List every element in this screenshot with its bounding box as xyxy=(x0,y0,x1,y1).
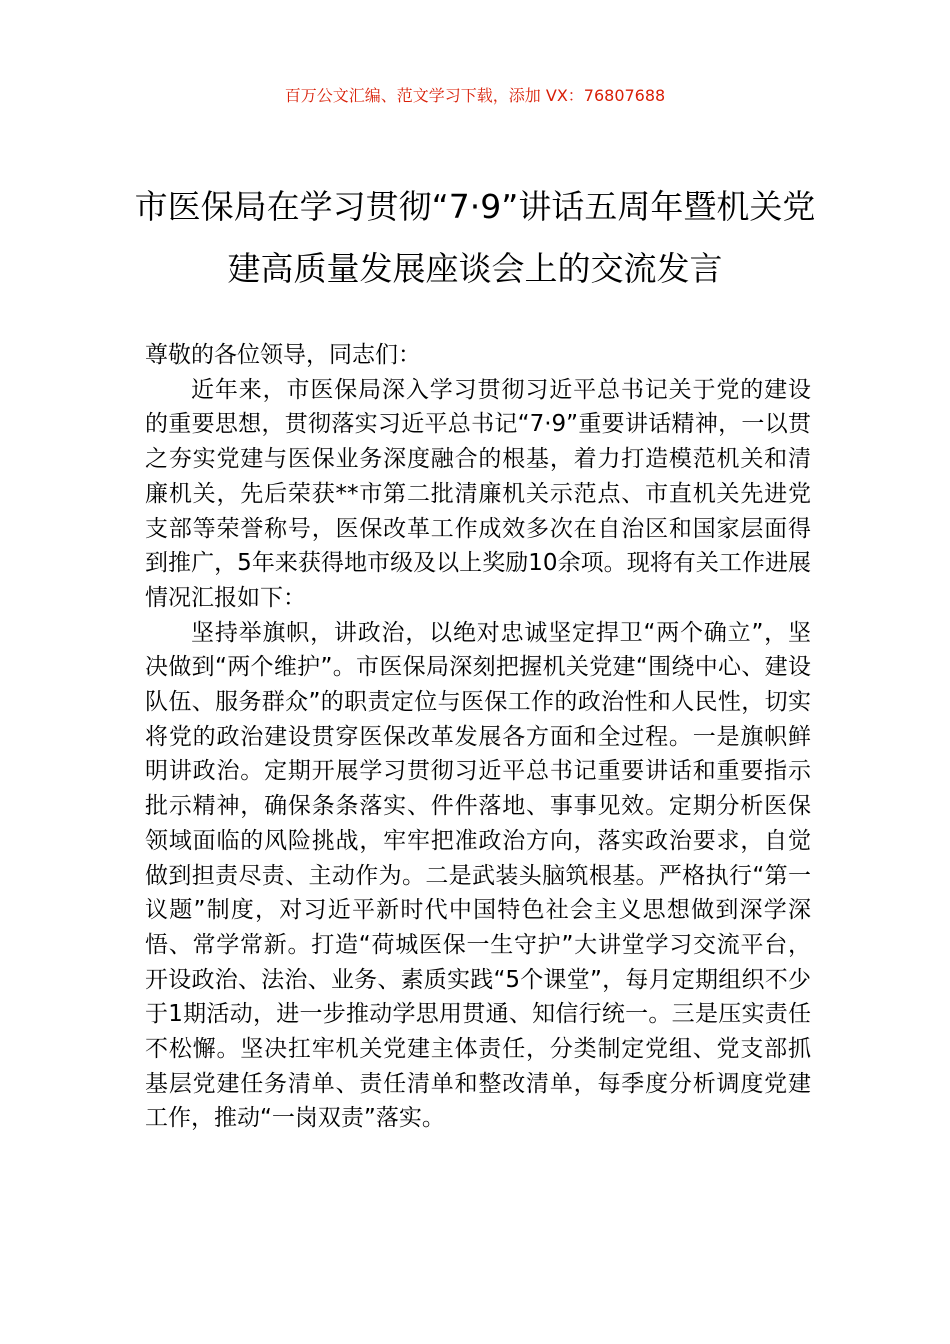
paragraph-2: 坚持举旗帜，讲政治，以绝对忠诚坚定捍卫“两个确立”，坚决做到“两个维护”。市医保局深刻把握机关党建“围绕中心、建设队伍、服务群众”的职责定位与医保工作的政治性和人民性，切实将党的政治建设贯穿医保改革发展各方面和全过程。一是旗帜鲜明讲政治。定期开展学习贯彻习近平总书记重要讲话和重要指示批示精神，确保条条落实、件件落地、事事见效。定期分析医保领域面临的风险挑战，牢牢把准政治方向，落实政治要求，自觉做到担责尽责、主动作为。二是武装头脑筑根基。严格执行“第一议题”制度，对习近平新时代中国特色社会主义思想做到深学深悟、常学常新。打造“荷城医保一生守护”大讲堂学习交流平台，开设政治、法治、业务、素质实践“5个课堂”，每月定期组织不少于1期活动，进一步推动学思用贯通、知信行统一。三是压实责任不松懈。坚决扛牢机关党建主体责任，分类制定党组、党支部抓基层党建任务清单、责任清单和整改清单，每季度分析调度党建工作，推动“一岗双责”落实。 xyxy=(145,619,811,1132)
document-title: 市医保局在学习贯彻“7·9”讲话五周年暨机关党建高质量发展座谈会上的交流发言 xyxy=(134,187,816,288)
salutation: 尊敬的各位领导，同志们： xyxy=(145,342,421,368)
document-body xyxy=(145,338,811,1136)
header-note: 百万公文汇编、范文学习下载，添加 VX：76807688 xyxy=(284,86,666,105)
paragraph-1: 近年来，市医保局深入学习贯彻习近平总书记关于党的建设的重要思想，贯彻落实习近平总书记“7·9”重要讲话精神，一以贯之夯实党建与医保业务深度融合的根基，着力打造模范机关和清廉机关，先后荣获**市第二批清廉机关示范点、市直机关先进党支部等荣誉称号，医保改革工作成效多次在自治区和国家层面得到推广，5年来获得地市级及以上奖励10余项。现将有关工作进展情况汇报如下： xyxy=(145,376,811,611)
